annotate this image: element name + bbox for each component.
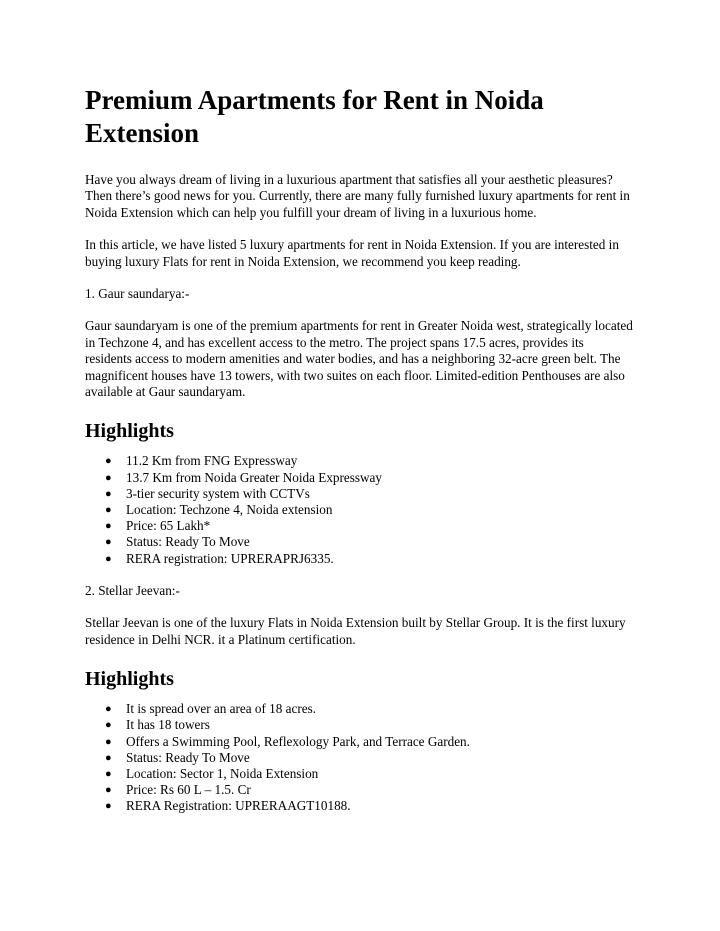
- highlights-list: [85, 701, 633, 814]
- intro-paragraph-1: Have you always dream of living in a luxurious apartment that satisfies all your aesthetic pleasures? Then there’s good news for you. Currently, there are many fully furnished luxury apartments for rent in Noida Extension which can help you fulfill your dream of living in a luxurious home.: [85, 172, 630, 220]
- list-item: ● It has 18 towers: [105, 717, 210, 733]
- page-title: Premium Apartments for Rent in Noida Extension: [85, 85, 544, 148]
- section-gaur-saundarya: [85, 286, 633, 567]
- highlights-heading: Highlights: [85, 420, 174, 443]
- bullet-icon: ●: [105, 552, 112, 565]
- bullet-icon: ●: [105, 751, 112, 764]
- bullet-icon: ●: [105, 471, 112, 484]
- bullet-icon: ●: [105, 703, 112, 716]
- list-item: ● RERA Registration: UPRERAAGT10188.: [105, 798, 351, 814]
- list-item: ● It is spread over an area of 18 acres.: [105, 701, 317, 717]
- bullet-icon: ●: [105, 767, 112, 780]
- section-description: Stellar Jeevan is one of the luxury Flats in Noida Extension built by Stellar Group. It is the first luxury residence in Delhi NCR. it a Platinum certification.: [85, 615, 626, 647]
- bullet-icon: ●: [105, 520, 112, 533]
- bullet-icon: ●: [105, 487, 112, 500]
- document-page: [85, 84, 633, 831]
- bullet-icon: ●: [105, 536, 112, 549]
- list-item: ● Price: Rs 60 L – 1.5. Cr: [105, 782, 251, 798]
- section-stellar-jeevan: [85, 583, 633, 815]
- highlights-heading: Highlights: [85, 668, 174, 691]
- section-heading: 2. Stellar Jeevan:-: [85, 582, 180, 598]
- bullet-icon: ●: [105, 784, 112, 797]
- list-item: ● Status: Ready To Move: [105, 749, 250, 765]
- highlights-list: [85, 453, 633, 566]
- bullet-icon: ●: [105, 455, 112, 468]
- list-item: ● RERA registration: UPRERAPRJ6335.: [105, 550, 334, 566]
- bullet-icon: ●: [105, 504, 112, 517]
- list-item: ● Price: 65 Lakh*: [105, 518, 211, 534]
- section-description: Gaur saundaryam is one of the premium apartments for rent in Greater Noida west, strategically located in Techzone 4, and has excellent access to the metro. The project spans 17.5 acres, provides its residents access to modern amenities and water bodies, and has a neighboring 32-acre green belt. The magnificent houses have 13 towers, with two suites on each floor. Limited-edition Penthouses are also available at Gaur saundaryam.: [85, 318, 633, 400]
- intro-paragraph-2: In this article, we have listed 5 luxury apartments for rent in Noida Extension. If you are interested in buying luxury Flats for rent in Noida Extension, we recommend you keep reading.: [85, 237, 619, 269]
- section-heading: 1. Gaur saundarya:-: [85, 286, 190, 302]
- list-item: ● Location: Sector 1, Noida Extension: [105, 765, 319, 781]
- bullet-icon: ●: [105, 800, 112, 813]
- bullet-icon: ●: [105, 719, 112, 732]
- list-item: ● Location: Techzone 4, Noida extension: [105, 502, 333, 518]
- list-item: ● 11.2 Km from FNG Expressway: [105, 453, 298, 469]
- list-item: ● Offers a Swimming Pool, Reflexology Park, and Terrace Garden.: [105, 733, 470, 749]
- list-item: ● Status: Ready To Move: [105, 534, 250, 550]
- bullet-icon: ●: [105, 735, 112, 748]
- list-item: ● 13.7 Km from Noida Greater Noida Expressway: [105, 469, 382, 485]
- list-item: ● 3-tier security system with CCTVs: [105, 485, 310, 501]
